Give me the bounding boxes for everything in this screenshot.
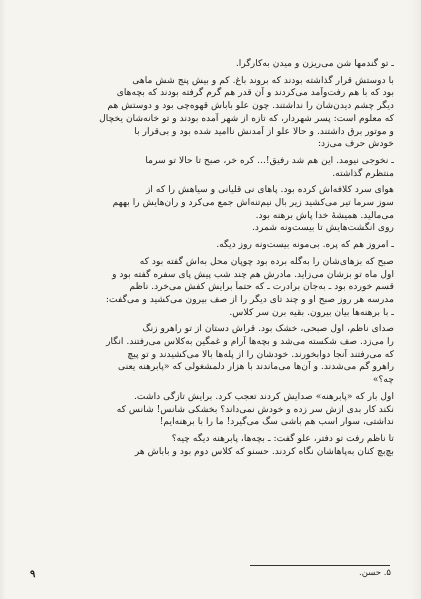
text-line: بچ‌بچ کنان به‌پاهاشان نگاه کردند. حسنو که کلاس دوم بود و باباش هر — [134, 445, 394, 457]
text-line: بود که با هم رفت‌وآمد می‌کردند و آن قدر هم گرم گرفته بودند که بچه‌های — [116, 87, 394, 99]
footnote: ۵. حسن. — [359, 568, 391, 578]
text-line: صبح که بزهای‌شان را به‌گله برده بود چوپان محل به‌اش گفته بود که — [139, 255, 394, 267]
text-line: منتظرم گذاشته. — [332, 167, 394, 179]
text-line: را می‌زد. صف شکسته می‌شد و بچه‌ها آرام و غمگین به‌کلاس می‌رفتند. انگار — [106, 336, 394, 348]
text-line: ـ امروز هم که پره. بی‌مونه بیست‌ونه روز دیگه. — [216, 239, 394, 251]
text-line: نکند کار بدی ازش سر زده و خودش نمی‌داند؟ بخشکی شانس! شانس که — [116, 403, 394, 415]
text-line: ـ تو گندمها شن می‌ریزن و میدن به‌کارگرا. — [235, 58, 394, 69]
text-line: قسم خورده بود ـ به‌جان برادرت ـ که حتماً برایش کفش می‌خرد. ناظم — [129, 281, 394, 293]
text-line: و موتور برق داشتند. و حالا علو از آمدنش ناامید شده بود و بی‌قرار با — [134, 125, 394, 137]
text-line: چه؟» — [372, 374, 394, 386]
text-line: روی انگشت‌هایش تا بیست‌ونه شمرد. — [252, 222, 394, 234]
footnote-divider — [250, 565, 390, 566]
text-line: صدای ناظم، اول صبحی، خشک بود. قراش دستان از تو راهرو زنگ — [142, 323, 394, 335]
text-line: ـ نخوجی نیومد. این هم شد رفیق!... کره خر، صبح تا حالا تو سرما — [145, 154, 394, 166]
text-line: که معلوم است: پسر شهردار، که تازه از شهر آمده بودند و تو خانه‌شان یخچال — [99, 112, 394, 124]
text-line: سوز سرما تیر می‌کشید زیر بال نیم‌تنه‌اش جمع می‌کرد و ران‌هایش را بههم — [112, 197, 394, 209]
text-line: که می‌رفتند آنجا دوابخورند. خودشان را از پله‌ها بالا می‌کشیدند و تو پیچ — [127, 348, 394, 360]
text-line: با دوستش قرار گذاشته بودند که بروند باغ. کم و بیش پنج شش ماهی — [132, 74, 394, 86]
text-line: می‌مالید. همیشهٔ خدا پاش برهنه بود. — [255, 209, 394, 221]
text-line: مدرسه هر روز صبح او و چند تای دیگر را از صف بیرون می‌کشید و می‌گفت: — [105, 293, 394, 305]
page-number: ۹ — [30, 569, 36, 580]
text-line: ـ با برهنه‌ها بیان بیرون. بقیه برن سر کلاس. — [229, 306, 394, 318]
text-line: اول ماه تو بزشان می‌زاید. مادرش هم چند شب پیش پای سفره گفته بود و — [112, 268, 394, 280]
text-line: راهرو گم می‌شدند. و آن‌ها می‌ماندند با هزار دلمشغولی که «پابرهنه یعنی — [118, 361, 394, 373]
text-line: تا ناظم رفت تو دفتر، علو گفت: ـ بچه‌ها، پابرهنه دیگه چیه؟ — [171, 432, 394, 444]
text-line: نداشتی، سوار اسب هم باشی سگ می‌گیرد! ما را با برهنه‌ایم! — [159, 416, 394, 428]
text-line: خودش حرف می‌زد: — [317, 138, 394, 150]
text-line: دیگر چشم دیدن‌شان را نداشتند. چون علو باباش قهوه‌چی بود و دوستش هم — [107, 100, 394, 112]
text-line: هوای سرد کلافه‌اش کرده بود. پاهای نی قلیانی و سیاهش را که از — [145, 184, 394, 196]
body-text — [24, 58, 394, 458]
text-line: اول بار که «پابرهنه» صدایش کردند تعجب کرد. برایش تازگی داشت. — [133, 390, 394, 402]
